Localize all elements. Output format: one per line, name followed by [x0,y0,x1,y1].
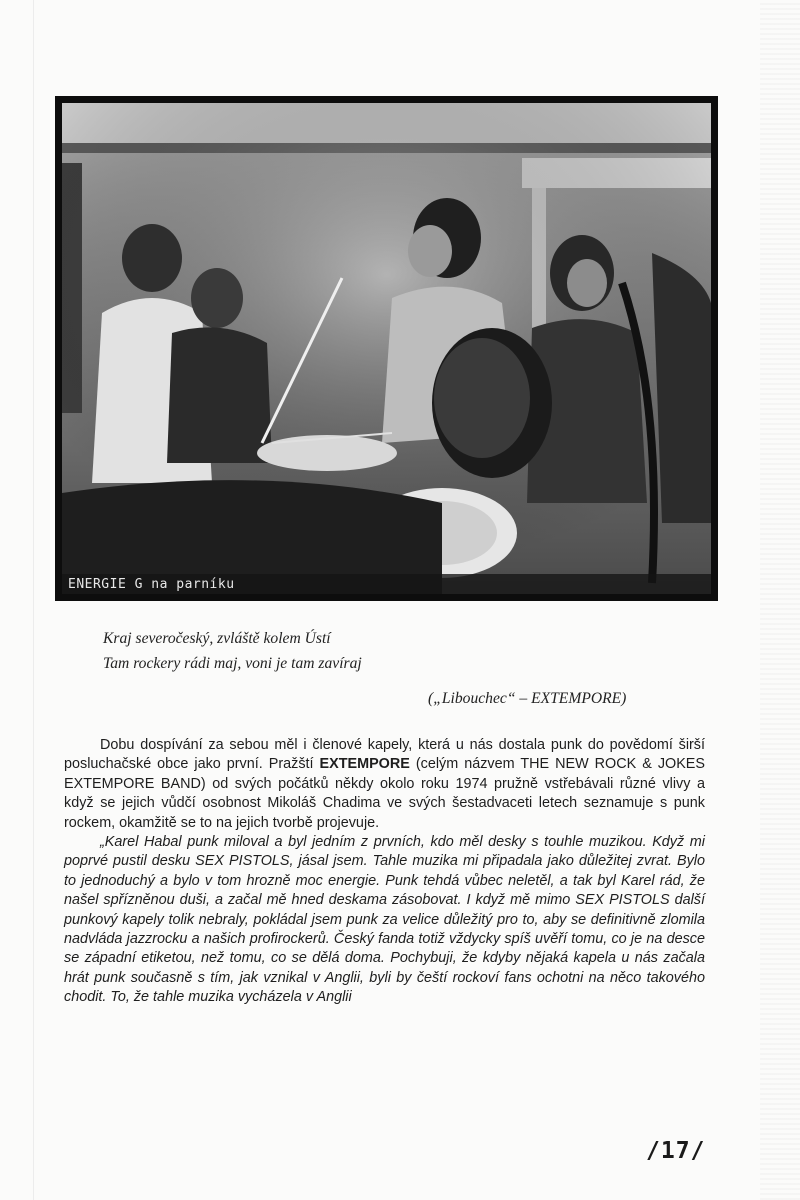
body-text [64,736,705,1008]
paragraph-1-text-b: (celým názvem THE NEW ROCK & JOKES EXTEMPORE BAND) od svých počátků někdy okolo roku 1974 pružně vstřebávali různé vlivy a když se jejich vůdčí osobnost Mikoláš Chadima ve svých šestadvaceti letech seznamuje s punk rockem, okamžitě se to na jejich tvorbě projevuje. [64,756,706,831]
epigraph-verse [103,626,362,676]
page-number: /17/ [646,1138,706,1164]
paragraph-2-quote: „Karel Habal punk miloval a byl jedním z prvních, kdo měl desky s touhle muzikou. Když mi poprvé pustil desku SEX PISTOLS, jásal jsem. Tahle muzika mi připadala jako důležitej zvrat. Bylo to jednoduchý a bylo v tom hrozně moc energie. Punk tehdá vůbec neletěl, a tak byl Karel rád, že našel spřízněnou duši, a začal mě hned deskama zásobovat. I když mě mimo SEX PISTOLS další punkový kapely tolik nebraly, pokládal jsem punk za velice důležitý pro to, aby se definitivně zlomila nadvláda jazzrocku a našich profirockerů. Český fanda totiž vždycky spíš uvěří tomu, co je na desce se západní etiketou, než tomu, co se dělá doma. Pochybuji, že kdyby nějaká kapela u nás začala hrát punk současně s tím, jak vznikal v Anglii, byli by čeští rockoví fans ochotni na něco takového chodit. To, že tahle muzika vycházela v Anglii [64,834,705,1006]
band-photo-image [62,103,711,594]
verse-line-2: Tam rockery rádi maj, voni je tam zavíraj [103,655,362,672]
scan-noise-margin [760,0,800,1200]
page-edge-line [33,0,34,1200]
verse-line-1: Kraj severočeský, zvláště kolem Ústí [103,630,331,647]
paragraph-1-text-a: Dobu dospívání za sebou měl i členové kapely, která u nás dostala punk do povědomí širší posluchačské obce jako první. Pražští [64,737,705,773]
band-name-extempore: EXTEMPORE [319,756,410,773]
verse-source: („Libouchec“ – EXTEMPORE) [428,690,627,707]
photo-caption: ENERGIE G na parníku [68,577,235,592]
band-photo [55,96,718,601]
paragraph-1 [64,736,705,833]
band-photo-illustration [62,103,711,594]
